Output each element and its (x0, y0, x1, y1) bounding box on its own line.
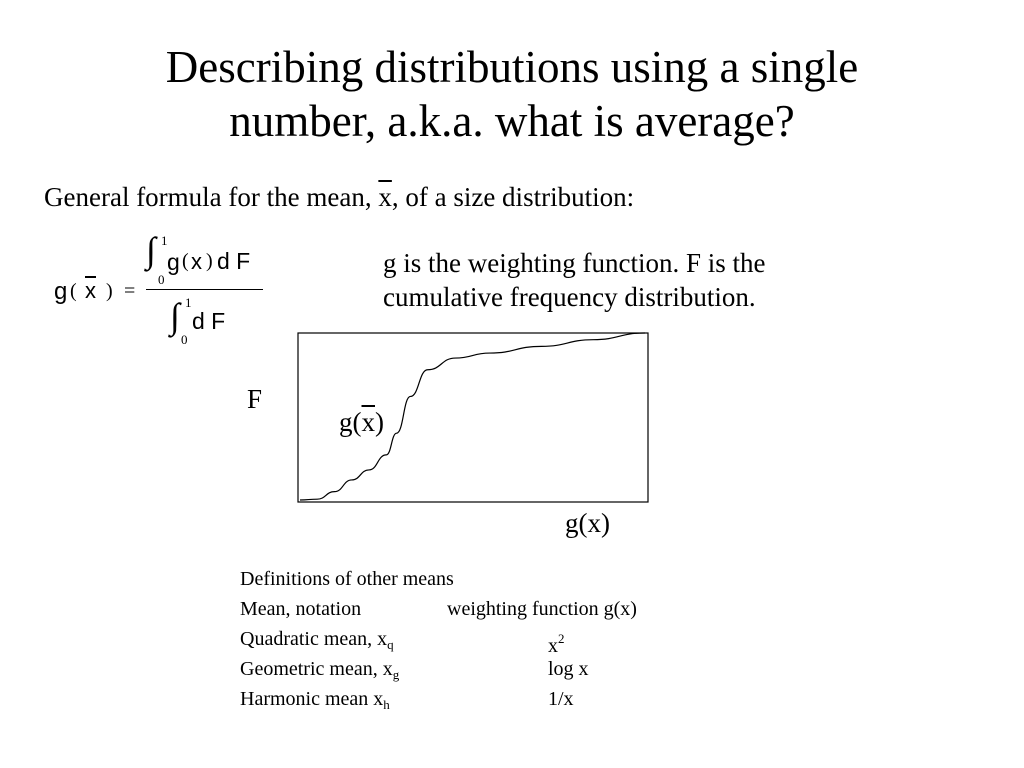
col1-header: Mean, notation (240, 598, 362, 620)
slide-title (0, 40, 1024, 148)
explanation-text (383, 246, 943, 314)
col2-header: weighting function g(x) (447, 598, 637, 620)
plot-frame (298, 333, 648, 502)
integral-sign-denominator: ∫ (170, 296, 180, 336)
weighting-superscript: 2 (558, 631, 565, 646)
formula-lhs-x: $\overline{x}$ (85, 278, 96, 303)
num-lower-limit: 0 (158, 272, 165, 287)
den-lower-limit: 0 (181, 332, 188, 347)
explanation-line-2: cumulative frequency distribution. (383, 282, 756, 312)
weighting-function (548, 654, 589, 684)
mean-subscript: g (392, 667, 400, 682)
num-x: x (191, 249, 202, 274)
definitions-heading: Definitions of other means (240, 568, 454, 590)
mean-subscript: q (387, 637, 394, 652)
explanation-line-1: g is the weighting function. F is the (383, 248, 766, 278)
formula-lhs-g: g (54, 278, 68, 305)
intro-after: , of a size distribution: (391, 182, 635, 212)
weighting-base: log x (548, 658, 589, 680)
intro-mean-symbol: $\overline{x}$ (378, 182, 392, 212)
formula-lhs-close: ) (106, 280, 113, 302)
mean-subscript: h (383, 697, 390, 712)
annotation-close: ) (375, 407, 384, 437)
y-axis-label: F (247, 384, 263, 414)
annotation-g: g( (339, 407, 362, 437)
curve-annotation (339, 407, 384, 438)
den-upper-limit: 1 (185, 295, 192, 310)
formula-lhs-open: ( (70, 280, 77, 302)
den-dF: d F (192, 308, 226, 334)
mean-name-text: Quadratic mean, x (240, 628, 388, 650)
formula-equals: = (124, 280, 136, 302)
num-g: g (167, 249, 180, 275)
title-line-1: Describing distributions using a single (165, 42, 859, 92)
weighting-function (548, 684, 574, 714)
intro-text (44, 180, 634, 214)
mean-name-text: Harmonic mean x (240, 688, 384, 710)
annotation-x: $\overline{x}$ (361, 407, 375, 437)
integral-sign-numerator: ∫ (146, 230, 156, 270)
weighting-base: 1/x (548, 688, 574, 710)
intro-before: General formula for the mean, (44, 182, 379, 212)
mean-name (240, 684, 390, 720)
fraction-bar (146, 289, 263, 290)
title-line-2: number, a.k.a. what is average? (229, 96, 795, 146)
mean-formula (40, 228, 280, 353)
cumulative-curve (300, 333, 645, 500)
x-axis-label: g(x) (565, 508, 610, 538)
num-dF: d F (217, 248, 251, 274)
num-upper-limit: 1 (161, 233, 168, 248)
mean-name-text: Geometric mean, x (240, 658, 393, 680)
weighting-base: x (548, 635, 558, 657)
num-close: ) (206, 250, 213, 272)
num-open: ( (182, 250, 189, 272)
